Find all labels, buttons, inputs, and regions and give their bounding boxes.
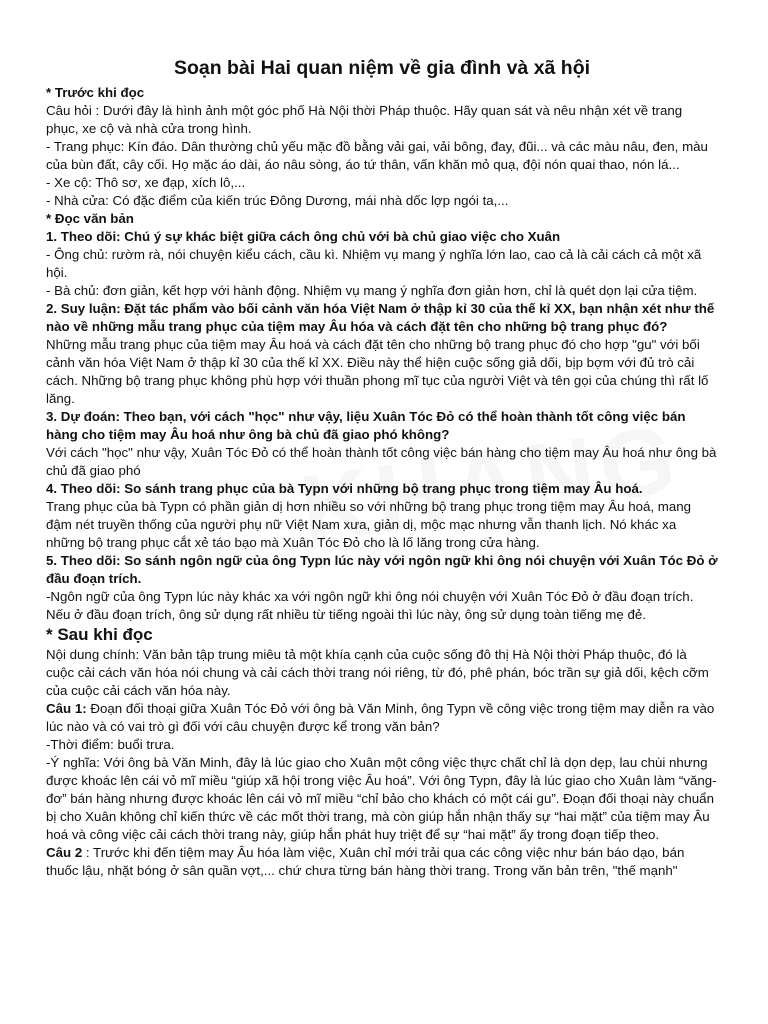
answer: -Thời điểm: buổi trưa. xyxy=(46,737,175,752)
paragraph: - Xe cộ: Thô sơ, xe đạp, xích lô,... xyxy=(46,175,246,190)
answer: Với cách "học" như vậy, Xuân Tóc Đỏ có thể hoàn thành tốt công việc bán hàng cho tiệm may Âu hoá như ông bà chủ đã giao phó xyxy=(46,445,717,478)
question-c1 xyxy=(46,700,718,736)
question-label: Câu 1: xyxy=(46,701,87,716)
paragraph: - Nhà cửa: Có đặc điểm của kiến trúc Đông Dương, mái nhà dốc lợp ngói ta,... xyxy=(46,193,509,208)
section-heading-reading: * Đọc văn bản xyxy=(46,211,134,226)
answer: Trang phục của bà Typn có phần giản dị hơn nhiều so với những bộ trang phục trong tiệm may Âu hoá, mang đậm nét truyền thống của người phụ nữ Việt Nam xưa, giản dị, mộc mạc nhưng vẫn thanh lịch. Nó khác xa những bộ trang phục cắt xẻ táo bạo mà Xuân Tóc Đỏ cho là lố lăng trong cửa hàng. xyxy=(46,499,692,550)
document-page xyxy=(46,56,718,880)
answer: -Ngôn ngữ của ông Typn lúc này khác xa với ngôn ngữ khi ông nói chuyện với Xuân Tóc Đỏ ở đầu đoạn trích. Nếu ở đầu đoạn trích, ông sử dụng rất nhiều từ tiếng ngoài thì lúc này, ông sử dụng toàn tiếng mẹ đẻ. xyxy=(46,589,694,622)
question-2: 2. Suy luận: Đặt tác phẩm vào bối cảnh văn hóa Việt Nam ở thập kỉ 30 của thế kỉ XX, bạn nhận xét như thế nào về những mẫu trang phục của tiệm may Âu hóa và cách đặt tên cho những bộ trang phục đó? xyxy=(46,301,715,334)
question-3: 3. Dự đoán: Theo bạn, với cách "học" như vậy, liệu Xuân Tóc Đỏ có thể hoàn thành tốt công việc bán hàng cho tiệm may Âu hoá như ông bà chủ đã giao phó không? xyxy=(46,409,686,442)
main-content: Nội dung chính: Văn bản tập trung miêu tả một khía cạnh của cuộc sống đô thị Hà Nội thời Pháp thuộc, đó là cuộc cải cách văn hóa nói chung và cải cách thời trang nói riêng, từ đó, phê phán, bóc trần sự giả dối, kệch cỡm của cuộc cải cách văn hóa này. xyxy=(46,647,709,698)
answer: - Ông chủ: rườm rà, nói chuyện kiểu cách, cầu kì. Nhiệm vụ mang ý nghĩa lớn lao, cao cả là cải cách cả một xã hội. xyxy=(46,247,702,280)
answer: Những mẫu trang phục của tiệm may Âu hoá và cách đặt tên cho những bộ trang phục đó cho hợp "gu" với bối cảnh văn hóa Việt Nam ở thập kỉ 30 của thế kỉ XX. Điều này thể hiện cuộc sống giả dối, bịp bợm với đủ trò cải cách. Những bộ trang phục không phù hợp với thuần phong mĩ tục của người Việt và tên gọi của chúng thì rất lố lăng. xyxy=(46,337,709,406)
paragraph: - Trang phục: Kín đáo. Dân thường chủ yếu mặc đồ bằng vải gai, vải bông, đay, đũi... và các màu nâu, đen, màu của bùn đất, cây cối. Họ mặc áo dài, áo nâu sòng, áo tứ thân, vấn khăn mỏ quạ, đội nón quai thao, nón lá... xyxy=(46,139,708,172)
section-heading-before: * Trước khi đọc xyxy=(46,85,145,100)
page-title: Soạn bài Hai quan niệm về gia đình và xã hội xyxy=(173,57,591,79)
question-text: Đoạn đối thoại giữa Xuân Tóc Đỏ với ông bà Văn Minh, ông Typn về công việc trong tiệm may diễn ra vào lúc nào và có vai trò gì đối với câu chuyện được kể trong văn bản? xyxy=(46,701,715,734)
answer: -Ý nghĩa: Với ông bà Văn Minh, đây là lúc giao cho Xuân một công việc thực chất chỉ là dọn dẹp, lau chùi nhưng được khoác lên cái vỏ mĩ miều “giúp xã hội trong việc Âu hoá”. Với ông Typn, đây là lúc giao cho Xuân làm “văng-đơ” bán hàng nhưng được khoác lên cái vỏ mĩ miều “chỉ bảo cho khách có một cái gu”. Đoạn đối thoại này chuẩn bị cho Xuân không chỉ kiến thức về các mốt thời trang, mà còn giúp hắn nhận thấy sự “hai mặt” của tiệm may Âu hoá và công việc cải cách thời trang này, giúp hắn phát huy triệt để sự “hai mặt” ấy trong đoạn tiếp theo. xyxy=(46,755,717,842)
question-label: Câu 2 xyxy=(46,845,83,860)
question-text: : Trước khi đến tiệm may Âu hóa làm việc, Xuân chỉ mới trải qua các công việc như bán báo dạo, bán thuốc lậu, nhặt bóng ở sân quần vợt,... chứ chưa từng bán hàng thời trang. Trong văn bản trên, "thế mạnh" xyxy=(46,845,685,878)
question-1: 1. Theo dõi: Chú ý sự khác biệt giữa cách ông chủ với bà chủ giao việc cho Xuân xyxy=(46,229,561,244)
section-heading-after: * Sau khi đọc xyxy=(46,625,153,644)
question-c2 xyxy=(46,844,718,880)
paragraph: Câu hỏi : Dưới đây là hình ảnh một góc phố Hà Nội thời Pháp thuộc. Hãy quan sát và nêu nhận xét về trang phục, xe cộ và nhà cửa trong hình. xyxy=(46,103,683,136)
answer: - Bà chủ: đơn giản, kết hợp với hành động. Nhiệm vụ mang ý nghĩa đơn giản hơn, chỉ là quét dọn lại cửa tiệm. xyxy=(46,283,698,298)
question-4: 4. Theo dõi: So sánh trang phục của bà Typn với những bộ trang phục trong tiệm may Âu hoá. xyxy=(46,481,643,496)
question-5: 5. Theo dõi: So sánh ngôn ngữ của ông Typn lúc này với ngôn ngữ khi ông nói chuyện với Xuân Tóc Đỏ ở đầu đoạn trích. xyxy=(46,553,718,586)
